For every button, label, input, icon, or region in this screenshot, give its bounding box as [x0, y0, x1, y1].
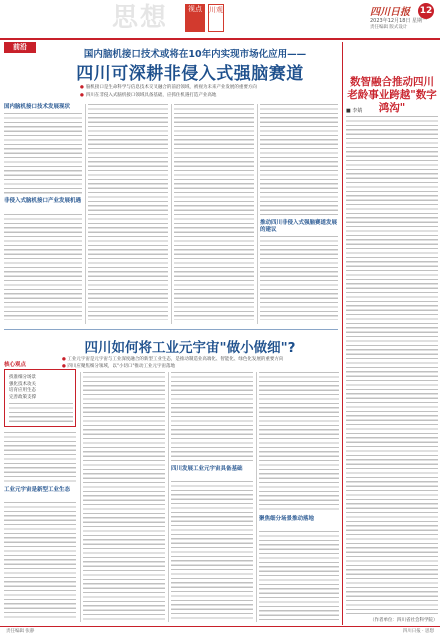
column-divider — [256, 372, 257, 622]
right-column-headline: 数智融合推动四川老龄事业跨越"数字鸿沟" — [347, 76, 437, 114]
second-body-col-4b — [259, 531, 339, 620]
lead-body-col-3 — [174, 104, 254, 320]
masthead-divider — [0, 38, 440, 40]
second-headline: 四川如何将工业元宇宙"做小做细"? — [84, 340, 296, 356]
lede-line-2: 四川在非侵入式脑机接口领域具备基础，应抓住机遇打造产业高地 — [85, 92, 217, 98]
second-lede: ● 工业元宇宙是元宇宙与工业深度融合的新型工业生态，是推动制造业高端化、智能化、绿色化发展的重要方向 ● 四川应聚焦细分领域，以"小切口"推动工业元宇宙落地 — [62, 357, 284, 369]
section-title: 思想 — [112, 3, 169, 33]
section-tag-red: 视点 — [185, 4, 205, 32]
column-divider — [257, 104, 258, 324]
key-points-title: 核心观点 — [4, 362, 27, 368]
issue-date: 2023年12月18日 星期一 — [370, 18, 428, 24]
lead-kicker: 国内脑机接口技术或将在10年内实现市场化应用—— — [83, 49, 307, 60]
second-body-col-4a — [259, 372, 339, 512]
second-body-col-1a — [4, 432, 76, 484]
lead-body-col-1b — [4, 214, 82, 320]
key-point: 强化技术攻关 — [9, 381, 36, 387]
second-body-col-2 — [83, 372, 165, 620]
lead-body-col-4b — [260, 236, 338, 320]
column-divider — [80, 372, 81, 622]
paper-logo: 四川日报 — [370, 7, 410, 18]
lede-line-1: 脑机接口是生命科学与信息技术交叉融合的前沿领域，被视为未来产业发展的重要方向 — [85, 85, 257, 90]
lead-body-col-2 — [88, 104, 168, 320]
key-point: 培育应用生态 — [9, 388, 36, 393]
right-column-credit: （作者单位：四川省社会科学院） — [370, 618, 438, 623]
right-column-author: ■ 李婧 — [346, 108, 363, 114]
right-column-body — [346, 116, 438, 614]
masthead — [0, 0, 440, 40]
right-column-divider — [342, 42, 343, 625]
column-divider — [85, 104, 86, 324]
key-point: 完善政策支撑 — [9, 394, 36, 400]
second-lede-line-1: 工业元宇宙是元宇宙与工业深度融合的新型工业生态，是推动制造业高端化、智能化、绿色化发展的重要方向 — [67, 357, 284, 362]
lead-body-col-4a — [260, 104, 338, 216]
second-subhead-1: 工业元宇宙是新型工业生态 — [4, 487, 71, 493]
lead-subhead-1: 国内脑机接口技术发展现状 — [4, 104, 71, 110]
second-subhead-2: 四川发展工业元宇宙具备基础 — [171, 466, 243, 472]
footer-left: 责任编辑 张静 — [6, 629, 35, 634]
lead-lede: ● 脑机接口是生命科学与信息技术交叉融合的前沿领域，被视为未来产业发展的重要方向 ● 四川在非侵入式脑机接口领域具备基础，应抓住机遇打造产业高地 — [80, 85, 257, 98]
footer-right: 四川日报 · 思想 — [402, 629, 434, 634]
second-body-col-3a — [171, 372, 253, 462]
second-body-col-3b — [171, 481, 253, 620]
second-body-col-1b — [4, 502, 76, 620]
section-tag-frontline: 前沿 — [4, 42, 36, 53]
story-divider — [4, 329, 338, 330]
lead-headline: 四川可深耕非侵入式强脑赛道 — [76, 64, 304, 84]
key-points-text — [9, 403, 73, 423]
column-divider — [168, 372, 169, 622]
lead-subhead-2: 非侵入式脑机接口产业发展机遇 — [4, 198, 82, 204]
key-points-box — [4, 369, 76, 427]
second-lede-line-2: 四川应聚焦细分领域，以"小切口"推动工业元宇宙落地 — [67, 364, 176, 369]
section-tag-outline: 川观 — [208, 4, 224, 32]
lead-subhead-3: 推动四川非侵入式强脑赛道发展的建议 — [260, 220, 338, 233]
page-number-badge: 12 — [418, 3, 434, 19]
editor-line: 责任编辑 版式设计 — [370, 25, 408, 30]
second-subhead-3: 聚焦细分场景推动落地 — [259, 516, 315, 522]
column-divider — [171, 104, 172, 324]
lead-body-col-1a — [4, 113, 82, 195]
key-point: 找准细分场景 — [9, 375, 36, 380]
